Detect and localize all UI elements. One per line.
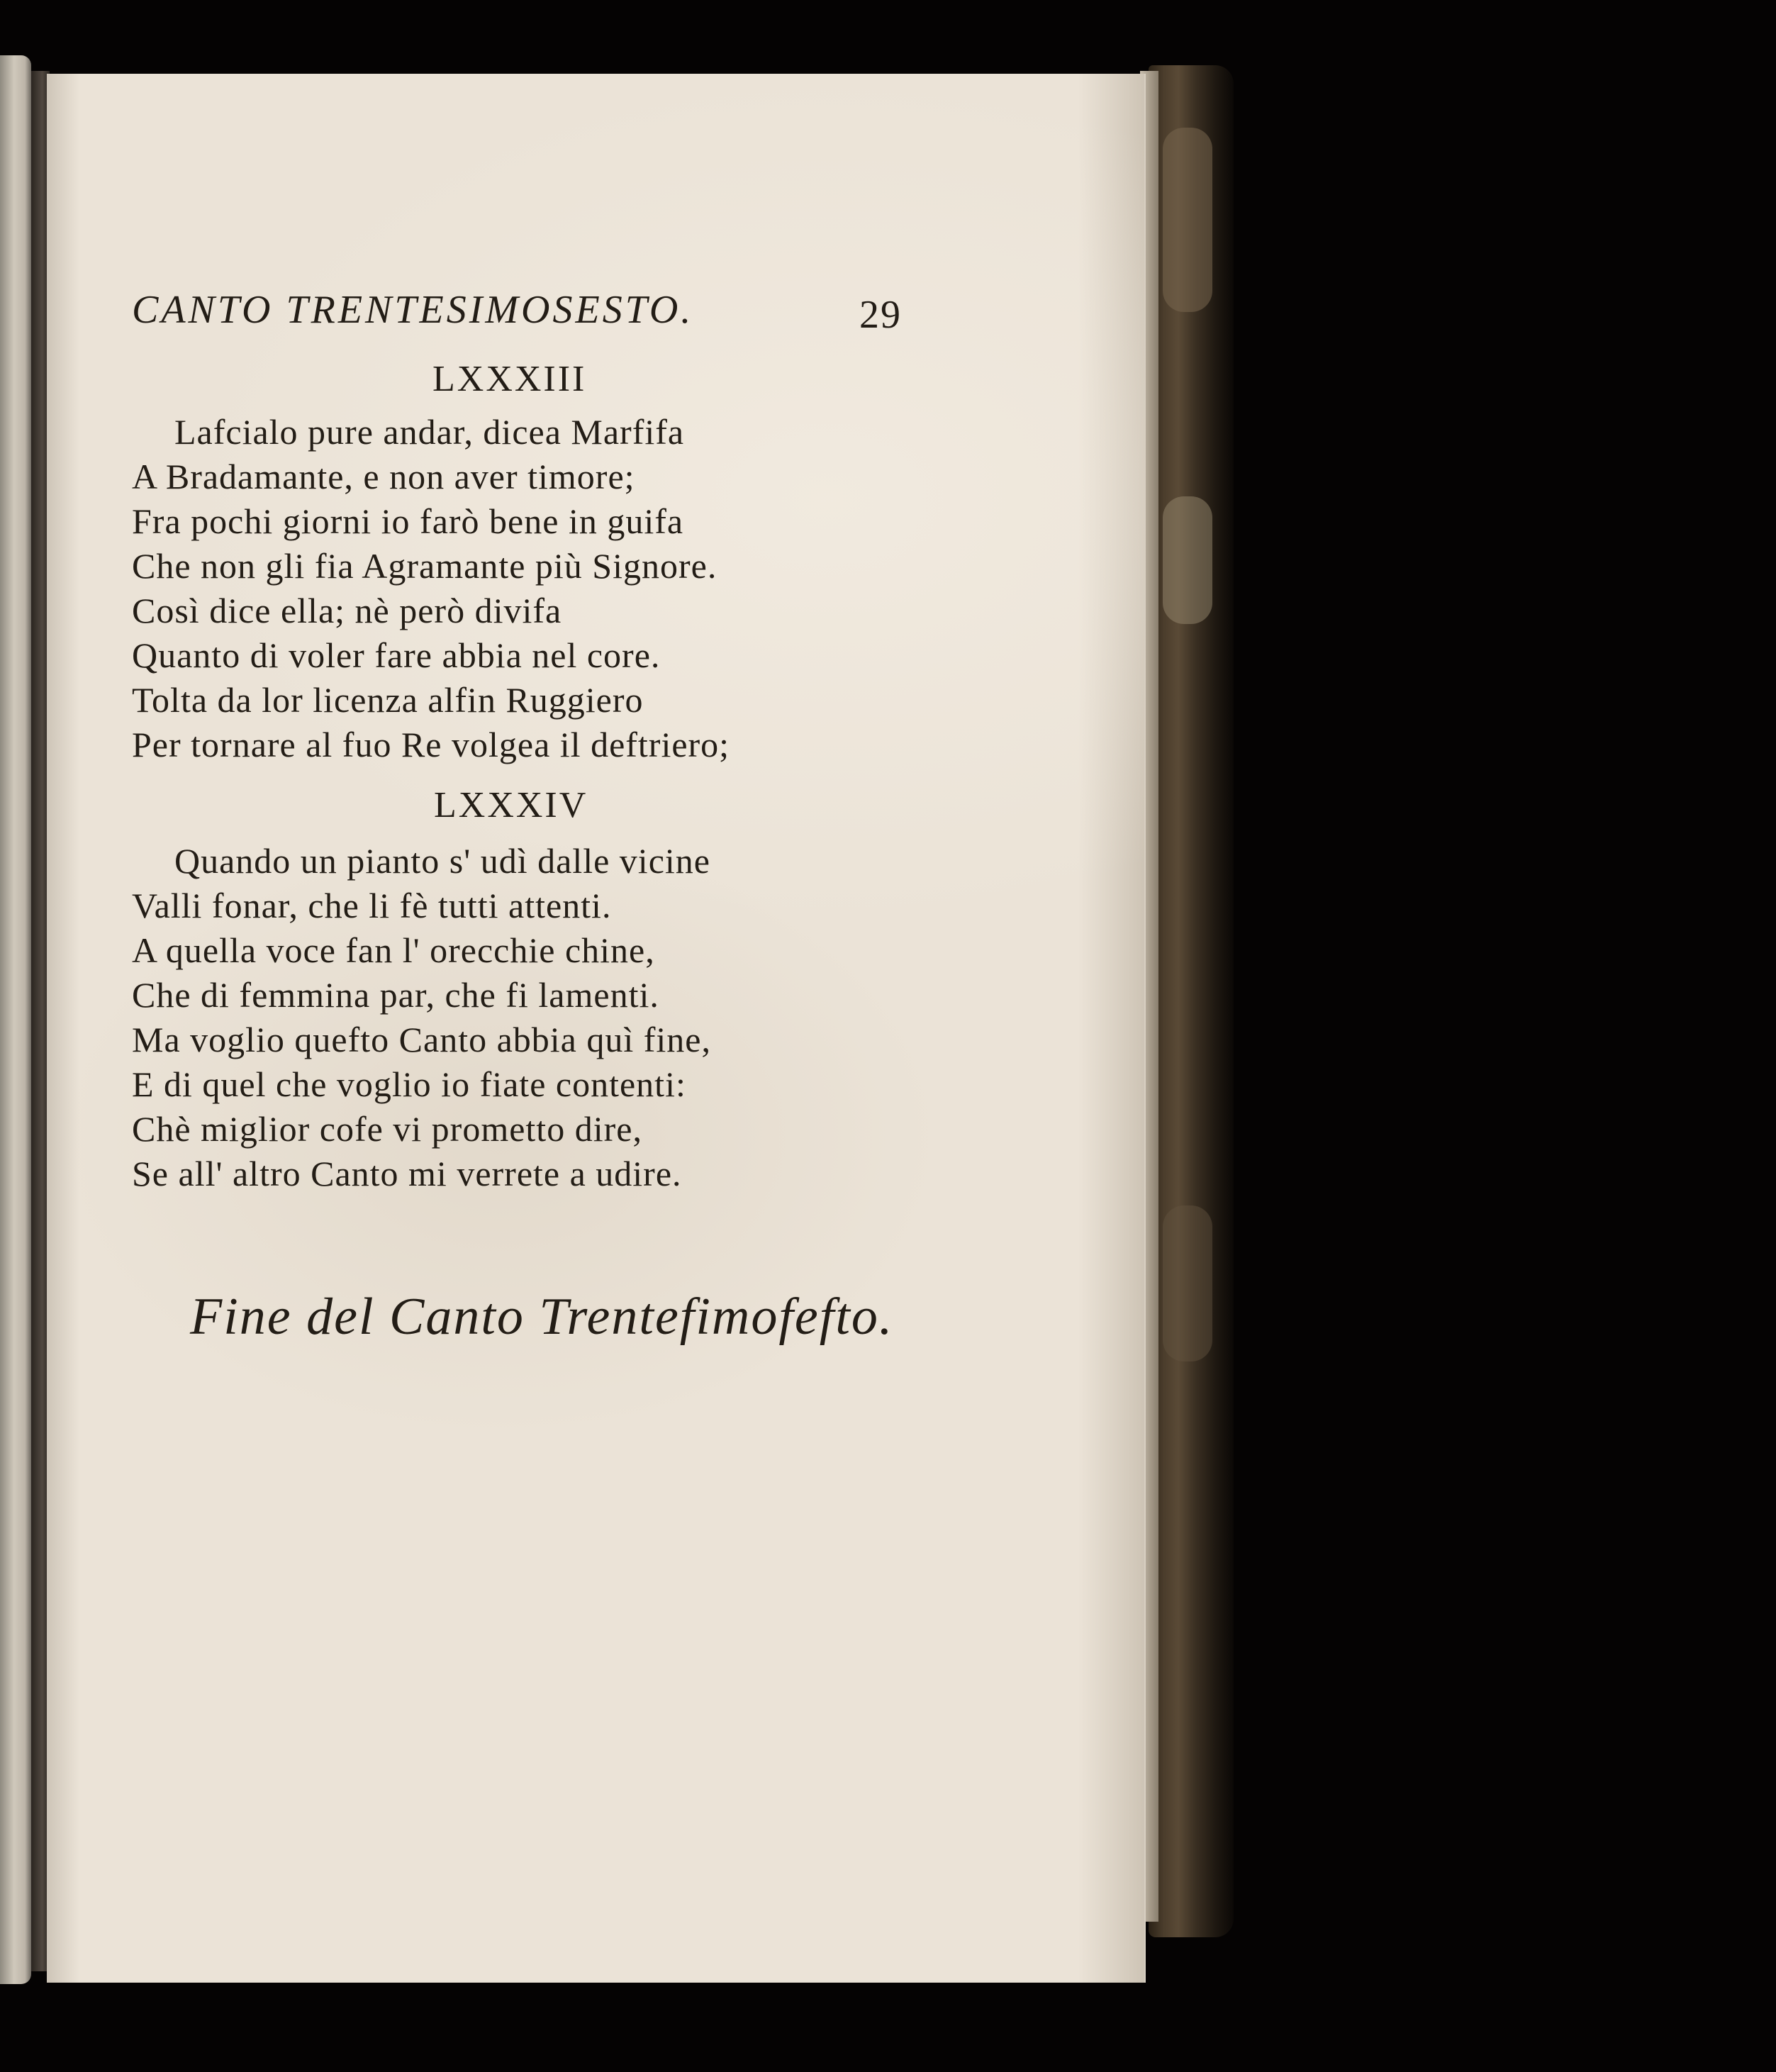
verse-line: E di quel che voglio io fiate contenti: <box>132 1064 686 1104</box>
verse-line: Che di femmina par, che fi lamenti. <box>132 975 659 1015</box>
closing-line: Fine del Canto Trentefimofefto. <box>190 1288 894 1346</box>
stanza-number: LXXXIII <box>432 359 587 399</box>
verse-line: A Bradamante, e non aver timore; <box>132 457 635 496</box>
verse-line: Così dice ella; nè però divifa <box>132 591 562 630</box>
verse-line: Ma voglio quefto Canto abbia quì fine, <box>132 1020 712 1059</box>
stanza-number: LXXXIV <box>434 785 588 825</box>
page-number: 29 <box>859 293 902 337</box>
verse-line: Quanto di voler fare abbia nel core. <box>132 635 661 675</box>
verse-line: Fra pochi giorni io farò bene in guifa <box>132 501 684 541</box>
running-title: CANTO TRENTESIMOSESTO. <box>132 288 694 332</box>
verse-line: Chè miglior cofe vi prometto dire, <box>132 1109 642 1149</box>
verse-line: Per tornare al fuo Re volgea il deftriero; <box>132 725 730 764</box>
verse-line: Che non gli fia Agramante più Signore. <box>132 546 717 586</box>
verse-line: Valli fonar, che li fè tutti attenti. <box>132 886 612 925</box>
verse-line: Tolta da lor licenza alfin Ruggiero <box>132 680 644 720</box>
verse-line: A quella voce fan l' orecchie chine, <box>132 930 655 970</box>
verse-line: Quando un pianto s' udì dalle vicine <box>174 841 710 881</box>
verse-line: Se all' altro Canto mi verrete a udire. <box>132 1154 682 1193</box>
verse-line: Lafcialo pure andar, dicea Marfifa <box>174 412 685 452</box>
